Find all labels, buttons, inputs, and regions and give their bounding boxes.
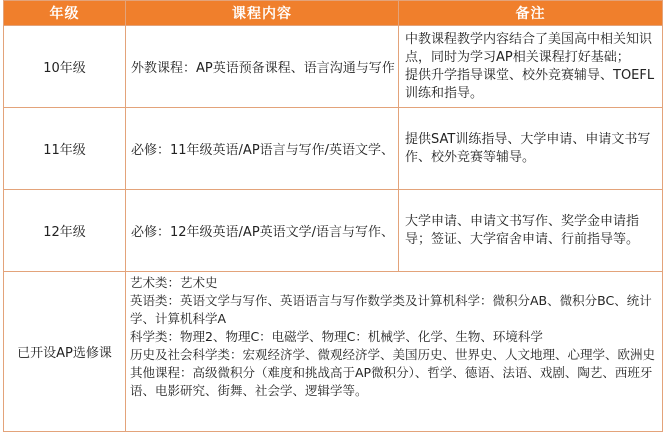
- grade-cell: 已开设AP选修课: [4, 272, 126, 432]
- ap-category-line: 历史及社会科学类：宏观经济学、微观经济学、美国历史、世界史、人文地理、心理学、欧洲史: [130, 347, 656, 362]
- grade-cell: 10年级: [4, 26, 126, 108]
- ap-category-line: 其他课程：高级微积分（难度和挑战高于AP微积分）、哲学、德语、法语、戏剧、陶艺、西班牙语、电影研究、街舞、社会学、逻辑学等。: [130, 365, 653, 398]
- table-header-row: [4, 1, 663, 26]
- note-line: 大学申请、申请文书写作、奖学金申请指导；签证、大学宿舍申请、行前指导等。: [405, 213, 640, 247]
- table-row-grade-10: [4, 26, 663, 108]
- note-line: 提供升学指导课堂、校外竞赛辅导、TOEFL训练和指导。: [405, 67, 655, 101]
- note-cell: [399, 108, 663, 190]
- note-line: 中教课程教学内容结合了美国高中相关知识点，同时为学习AP相关课程打好基础；: [405, 31, 653, 65]
- ap-courses-list: [130, 272, 656, 431]
- table-row-grade-12: [4, 190, 663, 272]
- header-note: 备注: [399, 1, 663, 26]
- note-cell: [399, 190, 663, 272]
- ap-category-line: 英语类：英语文学与写作、英语语言与写作数学类及计算机科学：微积分AB、微积分BC、统计学、计算机科学A: [130, 293, 652, 326]
- table-row-ap-electives: [4, 272, 663, 432]
- table-row-grade-11: [4, 108, 663, 190]
- note-line: 提供SAT训练指导、大学申请、申请文书写作、校外竞赛等辅导。: [405, 131, 651, 165]
- ap-courses-cell: [126, 272, 663, 432]
- curriculum-table: [3, 0, 663, 432]
- ap-category-line: 科学类：物理2、物理C：电磁学、物理C：机械学、化学、生物、环境科学: [130, 329, 543, 344]
- course-cell: 必修：12年级英语/AP英语文学/语言与写作、: [126, 190, 399, 272]
- course-cell: 外教课程：AP英语预备课程、语言沟通与写作: [126, 26, 399, 108]
- grade-cell: 12年级: [4, 190, 126, 272]
- course-cell: 必修：11年级英语/AP语言与写作/英语文学、: [126, 108, 399, 190]
- header-grade: 年级: [4, 1, 126, 26]
- grade-cell: 11年级: [4, 108, 126, 190]
- ap-category-line: 艺术类：艺术史: [130, 275, 218, 290]
- note-cell: [399, 26, 663, 108]
- header-course: 课程内容: [126, 1, 399, 26]
